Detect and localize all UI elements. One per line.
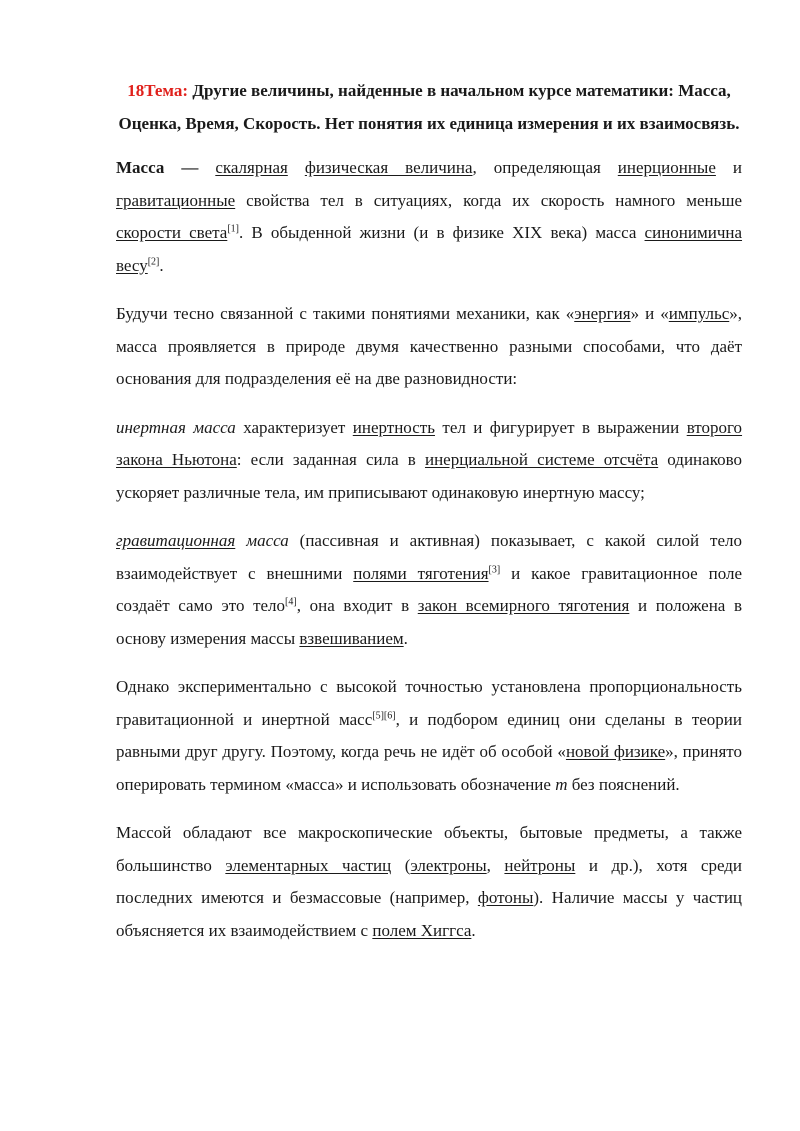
link-gravity-fields[interactable]: полями тяготения <box>353 563 489 583</box>
link-gravitational[interactable]: гравитационные <box>116 190 236 210</box>
footnote-link[interactable]: [5][6] <box>372 709 396 721</box>
link-inertial-frame[interactable]: инерциальной системе отсчёта <box>424 450 659 469</box>
term-inertial-mass: инертная масса <box>116 417 236 437</box>
link-law-of-gravitation[interactable]: закон всемирного тяготения <box>417 596 630 615</box>
footnote-link[interactable]: [3] <box>488 563 501 575</box>
link-synonymous[interactable]: синонимична <box>644 223 743 242</box>
text: и <box>732 158 742 177</box>
footnote-ref[interactable] <box>489 564 501 575</box>
text: . <box>159 255 164 275</box>
paragraph-inertial-mass <box>116 412 742 510</box>
text: : если заданная сила в <box>236 450 416 469</box>
footnote-ref[interactable] <box>227 223 239 234</box>
footnote-ref[interactable] <box>372 710 395 721</box>
text: Будучи тесно связанной с такими понятиями механики, как « <box>116 304 575 323</box>
topic-number: 18Тема: <box>127 81 189 100</box>
link-elementary-particles[interactable]: элементарных частиц <box>225 855 392 875</box>
text: , определяющая <box>472 158 601 177</box>
text: , <box>486 855 491 875</box>
text: ( <box>404 855 411 875</box>
text: . <box>471 920 476 940</box>
link-speed-of-light[interactable]: скорости света <box>116 223 228 242</box>
link-neutrons[interactable]: нейтроны <box>504 855 576 875</box>
link-energy[interactable]: энергия <box>574 304 631 323</box>
text: Массой обладают все макроскопические объекты, бытовые предметы, а также большинство <box>116 823 742 875</box>
link-newtons-second-law[interactable]: второго закона Ньютона <box>116 417 743 469</box>
paragraph-mass-definition <box>116 152 742 282</box>
text: », принято оперировать термином «масса» и использовать обозначение <box>116 742 742 794</box>
text: одинаково ускоряет различные тела, им приписывают одинаковую инертную массу; <box>116 450 743 502</box>
text: . В обыденной жизни (и в физике XIX века) масса <box>238 223 637 242</box>
term-mass-italic: масса <box>246 531 289 550</box>
text: » и « <box>630 304 669 323</box>
text: ). Наличие массы у частиц объясняется их взаимодействием с <box>116 888 743 940</box>
text: без пояснений. <box>571 774 680 794</box>
link-momentum[interactable]: импульс <box>668 304 730 323</box>
paragraph-two-kinds <box>116 298 742 396</box>
link-photons[interactable]: фотоны <box>477 888 534 907</box>
text: , и подбором единиц они сделаны в теории равными друг другу. Поэтому, когда речь не идёт об особой « <box>116 709 742 761</box>
paragraph-gravitational-mass <box>116 525 742 655</box>
text: », масса проявляется в природе двумя качественно разными способами, что даёт основания для подразделения её на две разновидности: <box>116 304 742 388</box>
text: свойства тел в ситуациях, когда их скорость намного меньше <box>246 190 742 210</box>
link-inertial[interactable]: инерционные <box>617 158 716 177</box>
text: . <box>403 628 408 648</box>
link-inertia[interactable]: инертность <box>352 417 435 437</box>
text: и какое гравитационное поле создаёт само это тело <box>116 563 743 615</box>
link-new-physics[interactable]: новой физике <box>565 742 666 761</box>
footnote-link[interactable]: [2] <box>147 255 160 267</box>
link-scalar[interactable]: скалярная <box>215 158 288 177</box>
link-physical-quantity[interactable]: физическая величина <box>304 158 473 177</box>
text: (пассивная и активная) показывает, с какой силой тело взаимодействует с внешними <box>116 531 743 583</box>
text: и др.), хотя среди последних имеются и безмассовые (например, <box>116 855 743 907</box>
topic-title: Другие величины, найденные в начальном курсе математики: Масса, Оценка, Время, Скорость. Нет понятия их единица измерения и их взаимосвязь. <box>118 81 740 133</box>
paragraph-equivalence <box>116 671 742 801</box>
link-higgs-field[interactable]: полем Хиггса <box>372 920 472 940</box>
page-title <box>116 74 742 140</box>
link-gravitational-term[interactable]: гравитационная <box>116 531 236 550</box>
symbol-m: m <box>555 774 568 794</box>
footnote-ref[interactable] <box>285 596 297 607</box>
footnote-link[interactable]: [4] <box>285 596 297 608</box>
text: и положена в основу измерения массы <box>116 596 743 648</box>
text: тел и фигурирует в выражении <box>442 417 680 437</box>
footnote-link[interactable]: [1] <box>227 223 239 235</box>
text: характеризует <box>243 417 346 437</box>
link-electrons[interactable]: электроны <box>410 855 487 875</box>
text: Однако экспериментально с высокой точностью установлена пропорциональность гравитационной и инертной масс <box>116 677 742 729</box>
link-weighing[interactable]: взвешиванием <box>299 628 404 648</box>
footnote-ref[interactable] <box>148 256 160 267</box>
link-weight[interactable]: весу <box>116 255 148 275</box>
text: , она входит в <box>296 596 410 615</box>
paragraph-mass-holders <box>116 817 742 947</box>
term-mass: Масса — <box>116 158 199 177</box>
